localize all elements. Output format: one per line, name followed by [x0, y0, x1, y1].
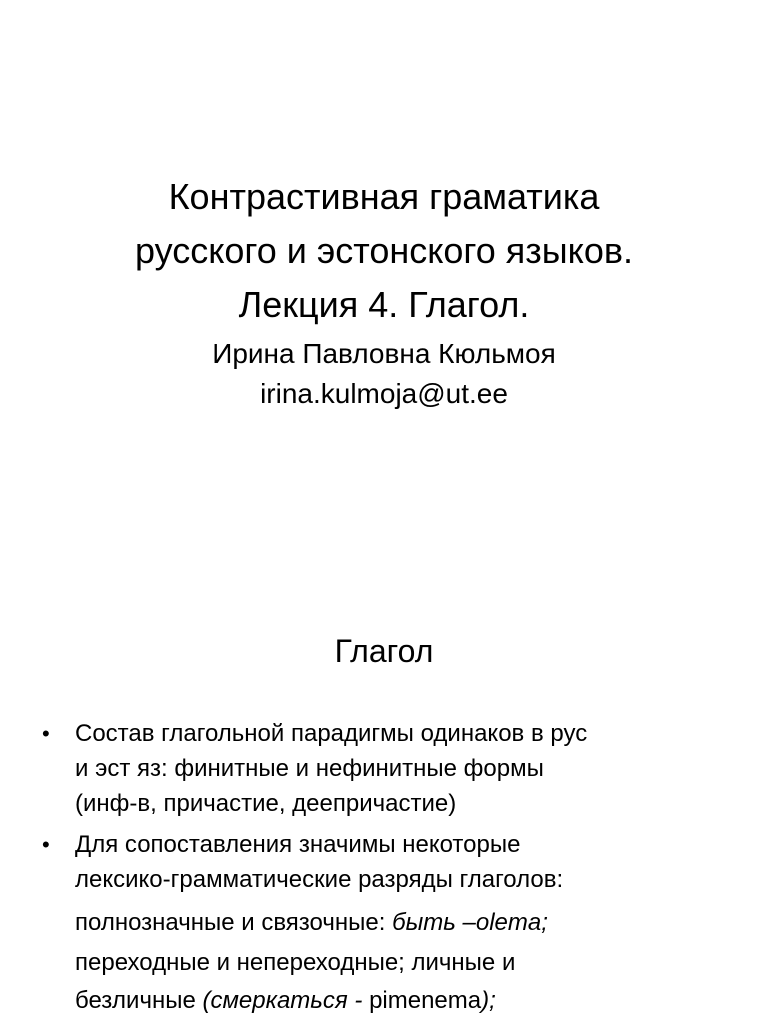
bullet-dot-icon: •: [42, 832, 50, 857]
author-name: Ирина Павловна Кюльмоя: [212, 338, 556, 369]
transitive-verbs-line: переходные и непереходные; личные и: [75, 949, 516, 976]
lecture-title: [0, 170, 768, 332]
bullet-item-categories: [0, 827, 768, 897]
linking-verbs-text: полнозначные и связочные:: [75, 909, 393, 936]
title-line-3: Лекция 4. Глагол.: [238, 284, 530, 325]
verb-slide: [0, 540, 768, 1024]
title-line-2: русского и эстонского языков.: [135, 230, 633, 271]
slide-title: Глагол: [334, 633, 434, 669]
bullet-dot-icon: •: [42, 721, 50, 746]
bullet-text-line: лексико-грамматические разряды глаголов:: [75, 866, 564, 893]
linking-verbs-example: быть –olema;: [392, 909, 548, 936]
author-info: [0, 334, 768, 414]
bullet-item-paradigm: [0, 716, 768, 821]
bullet-text-line: (инф-в, причастие, деепричастие): [75, 790, 457, 817]
bullet-text-line: Для сопоставления значимы некоторые: [75, 831, 521, 858]
title-line-1: Контрастивная граматика: [168, 176, 600, 217]
impersonal-example-estonian: pimenema: [369, 987, 482, 1014]
author-email: irina.kulmoja@ut.ee: [260, 378, 508, 409]
impersonal-verbs-line: [0, 983, 768, 1018]
impersonal-example-open: (смеркаться -: [202, 987, 370, 1014]
impersonal-example-close: );: [481, 987, 496, 1014]
linking-verbs-line: [0, 903, 768, 943]
bullet-text-line: Состав глагольной парадигмы одинаков в рус: [75, 720, 588, 747]
impersonal-verbs-text: безличные: [75, 987, 203, 1014]
bullet-list: [0, 716, 768, 1018]
bullet-text-line: и эст яз: финитные и нефинитные формы: [75, 755, 544, 782]
